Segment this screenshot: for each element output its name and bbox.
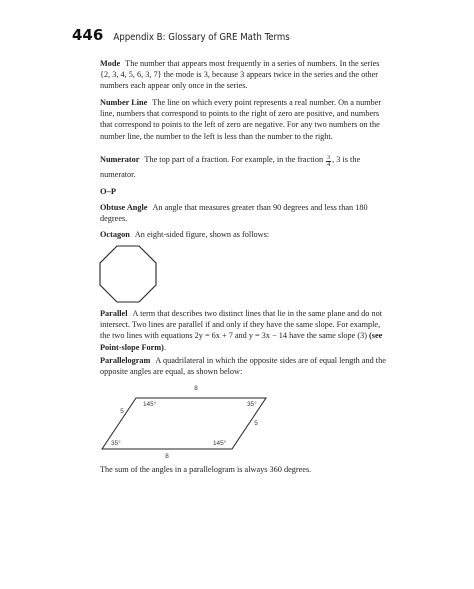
entry-obtuse-angle [100, 202, 390, 224]
definition-number-line: The line on which every point represents a real number. On a number line, numbers that correspond to points to the right of zero are positive, and numbers that correspond to points to the left of zero are negative. For any two numbers on the number line, the number to the left is less than the number to the right. [100, 98, 382, 141]
definition-numerator-end: , 3 is the numerator. [100, 155, 361, 179]
octagon-figure [98, 244, 160, 306]
side-label-right: 5 [254, 420, 258, 427]
definition-parallel-end: . [163, 342, 166, 352]
term-obtuse-angle: Obtuse Angle [100, 203, 148, 212]
section-heading: O–P [100, 186, 117, 196]
definition-obtuse-angle: An angle that measures greater than 90 degrees and less than 180 degrees. [100, 203, 368, 224]
entry-mode [100, 58, 390, 92]
angle-label-bottom-left: 35° [111, 440, 121, 447]
fraction-numerator: 3 [327, 154, 331, 161]
angle-label-bottom-right: 145° [213, 440, 227, 447]
page-header [72, 26, 290, 45]
term-octagon: Octagon [100, 230, 130, 239]
side-label-top: 8 [194, 385, 198, 392]
entry-numerator [100, 154, 390, 180]
definition-numerator: The top part of a fraction. For example, in the fraction [144, 155, 324, 164]
definition-parallel: A term that describes two distinct lines that lie in the same plane and do not intersect. Two lines are parallel if and only if they have the same slope. For example, the two lines with equations 2y = 6x + 7 and y = 3x − 14 have the same slope (3) [100, 309, 383, 341]
term-number-line: Number Line [100, 98, 148, 107]
angle-label-top-right: 35° [247, 401, 257, 408]
definition-octagon: An eight-sided figure, shown as follows: [134, 230, 270, 239]
side-label-left: 5 [120, 408, 124, 415]
entry-number-line [100, 97, 390, 142]
term-parallel: Parallel [100, 309, 128, 318]
parallelogram-shape [102, 398, 266, 449]
page-number: 446 [72, 26, 104, 44]
entry-octagon [100, 229, 390, 240]
definition-mode: The number that appears most frequently in a series of numbers. In the series {2, 3, 4, 5, 6, 3, 7} the mode is 3, because 3 appears twice in the series and the other numbers each appear only once in the series. [100, 59, 380, 91]
term-mode: Mode [100, 59, 121, 68]
term-numerator: Numerator [100, 155, 140, 164]
closing-text: The sum of the angles in a parallelogram is always 360 degrees. [100, 465, 312, 474]
parallelogram-figure [96, 380, 276, 460]
entry-parallel [100, 308, 390, 353]
cross-reference: (see Point-slope Form) [100, 331, 383, 352]
definition-parallelogram: A quadrilateral in which the opposite sides are of equal length and the opposite angles are equal, as shown below: [100, 356, 386, 377]
running-head: Appendix B: Glossary of GRE Math Terms [113, 32, 290, 43]
term-parallelogram: Parallelogram [100, 356, 151, 365]
octagon-shape [100, 246, 156, 302]
closing-sentence [100, 464, 390, 475]
fraction-denominator: 4 [327, 162, 331, 168]
entry-parallelogram [100, 355, 390, 377]
angle-label-top-left: 145° [143, 401, 157, 408]
side-label-bottom: 8 [165, 453, 169, 460]
fraction [326, 155, 331, 169]
